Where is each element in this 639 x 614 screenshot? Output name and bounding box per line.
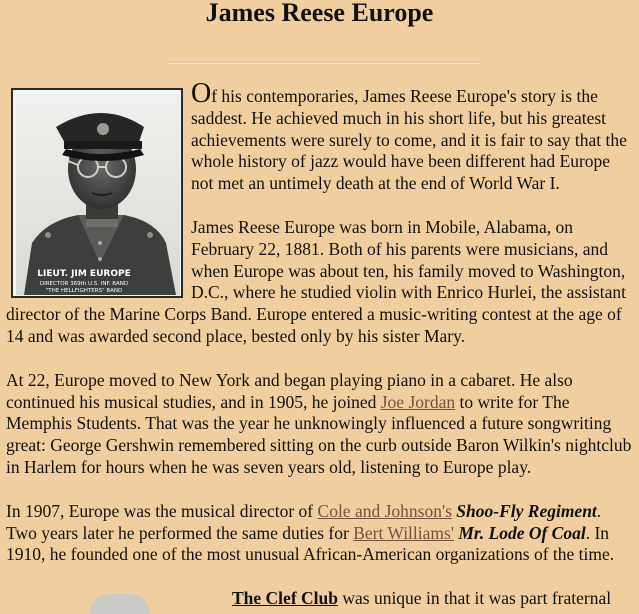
- drop-cap: O: [191, 78, 212, 109]
- paragraph-4-text-mid: . Two years later he performed the same duties for: [6, 500, 602, 543]
- paragraph-5: [232, 588, 611, 610]
- cole-and-johnson-link[interactable]: Cole and Johnson's: [317, 500, 452, 521]
- paragraph-2: James Reese Europe was born in Mobile, Alabama, on February 22, 1881. Both of his parents were musicians, and when Europe was about ten, his family moved to Washington, D.C., where he studied violin with Enrico Hurlei, the assistant director of the Marine Corps Band. Europe entered a music-writing contest at the age of 14 and was awarded second place, bested only by his sister Mary.: [6, 216, 626, 346]
- clef-club-photo: [90, 594, 150, 614]
- paragraph-5-text: was unique in that it was part fraternal: [337, 588, 612, 608]
- paragraph-3: [6, 370, 636, 479]
- horizontal-divider: [168, 62, 480, 64]
- portrait-photo: [11, 88, 183, 298]
- paragraph-4-text-after: . In 1910, he founded one of the most unusual African-American organizations of the time.: [6, 522, 615, 565]
- paragraph-3-text-before: At 22, Europe moved to New York and began playing piano in a cabaret. He also continued his musical studies, and in 1905, he joined: [6, 369, 573, 412]
- paragraph-3-text-after: to write for The Memphis Students. That was the year he unknowingly influenced a future songwriting great: George Gershwin remembered sitting on the curb outside Baron Wilkin's nightclub in Harlem for hours when he was seven years old, listening to Europe play.: [6, 391, 632, 477]
- article-body: [6, 78, 636, 588]
- portrait-image: [16, 93, 180, 295]
- joe-jordan-link[interactable]: Joe Jordan: [380, 391, 456, 412]
- paragraph-4: [6, 501, 636, 566]
- clef-club-heading: The Clef Club: [232, 588, 338, 608]
- shoo-fly-regiment-title: Shoo-Fly Regiment: [456, 500, 597, 521]
- paragraph-4-text-before: In 1907, Europe was the musical director of: [6, 500, 318, 521]
- bert-williams-link[interactable]: Bert Williams': [353, 522, 454, 543]
- page-title: James Reese Europe: [205, 0, 434, 27]
- paragraph-5-row: [0, 588, 639, 608]
- mr-lode-of-coal-title: Mr. Lode Of Coal: [458, 522, 586, 543]
- photo-caption-line2: DIRECTOR 369th U.S. INF. BAND: [39, 281, 129, 287]
- paragraph-1-text: f his contemporaries, James Reese Europe's story is the saddest. He achieved much in his short life, but his greatest achievements were surely to come, and it is fair to say that the whole history of jazz would have been different had Europe not met an untimely death at the end of World War I.: [191, 86, 627, 194]
- photo-caption-line3: "THE HELLFIGHTERS" BAND: [45, 288, 123, 294]
- photo-caption-line1: LIEUT. JIM EUROPE: [37, 269, 131, 279]
